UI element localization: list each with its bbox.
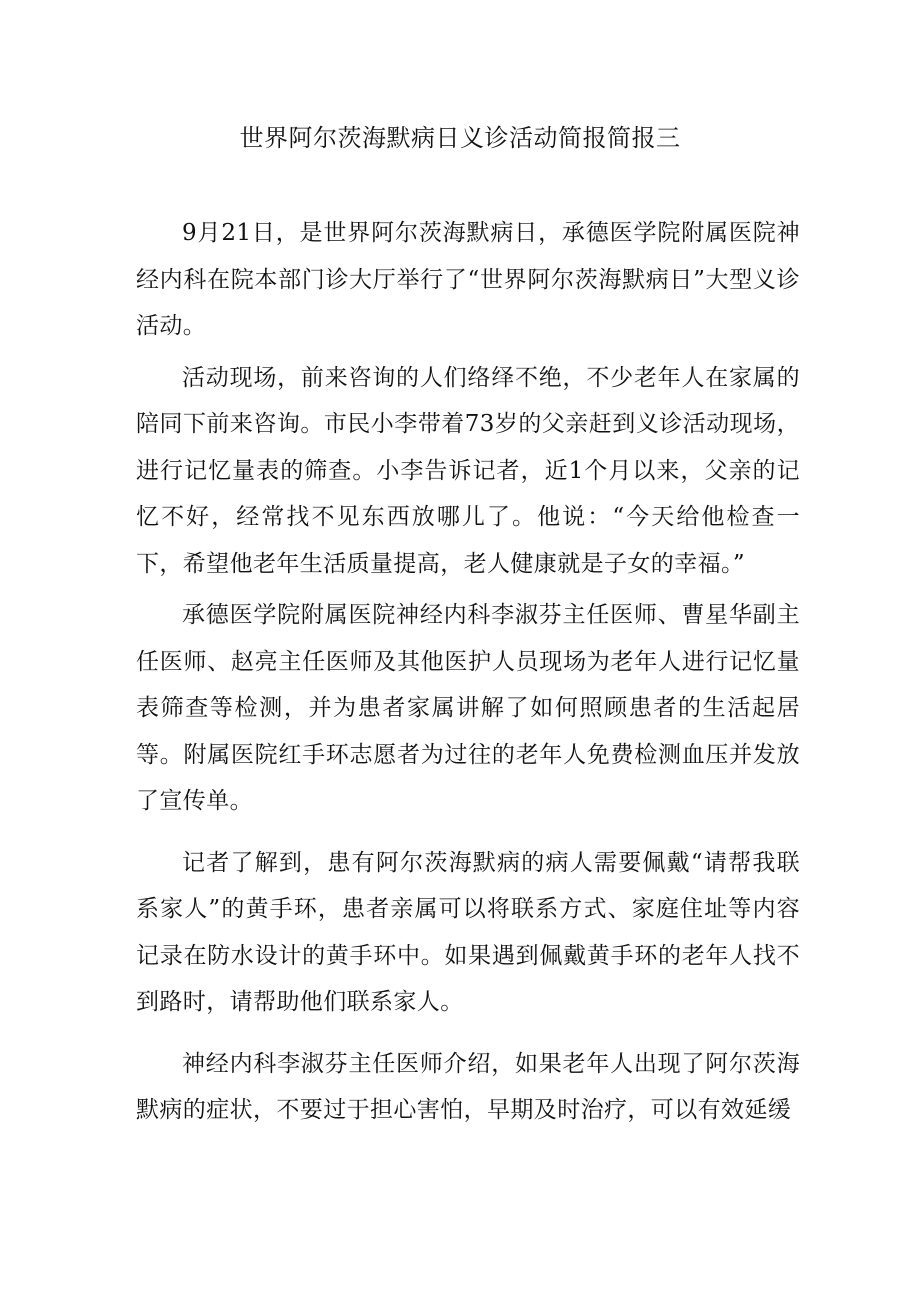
paragraph-2: 活动现场，前来咨询的人们络绎不绝，不少老年人在家属的陪同下前来咨询。市民小李带着73岁的父亲赶到义诊活动现场，进行记忆量表的筛查。小李告诉记者，近1个月以来，父亲的记忆不好，经常找不见东西放哪儿了。他说：“今天给他检查一下，希望他老年生活质量提高，老人健康就是子女的幸福。”	[136, 364, 800, 577]
document-title: 世界阿尔茨海默病日义诊活动简报简报三	[239, 124, 681, 152]
paragraph-3: 承德医学院附属医院神经内科李淑芬主任医师、曹星华副主任医师、赵亮主任医师及其他医护人员现场为老年人进行记忆量表筛查等检测，并为患者家属讲解了如何照顾患者的生活起居等。附属医院红手环志愿者为过往的老年人免费检测血压并发放了宣传单。	[136, 602, 800, 814]
document-body	[136, 210, 800, 1134]
paragraph-1: 9月21日，是世界阿尔茨海默病日，承德医学院附属医院神经内科在院本部门诊大厅举行了“世界阿尔茨海默病日”大型义诊活动。	[136, 220, 800, 339]
paragraph-4: 记者了解到，患有阿尔茨海默病的病人需要佩戴“请帮我联系家人”的黄手环，患者亲属可以将联系方式、家庭住址等内容记录在防水设计的黄手环中。如果遇到佩戴黄手环的老年人找不到路时，请帮助他们联系家人。	[136, 849, 800, 1015]
paragraph-5: 神经内科李淑芬主任医师介绍，如果老年人出现了阿尔茨海默病的症状，不要过于担心害怕，早期及时治疗，可以有效延缓	[136, 1050, 800, 1123]
